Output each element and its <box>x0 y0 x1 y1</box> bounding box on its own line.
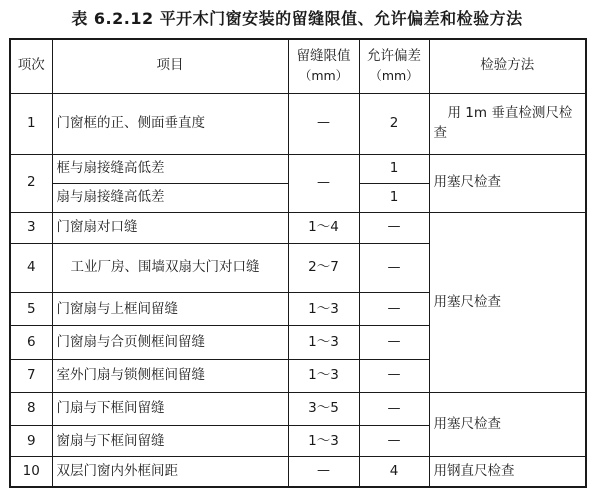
row-gap: — <box>288 93 359 154</box>
row-tolerance: — <box>359 326 429 359</box>
row-gap: 1～3 <box>288 326 359 359</box>
row-method: 用钢直尺检查 <box>429 457 586 487</box>
row-gap: 1～4 <box>288 212 359 243</box>
row-method: 用 1m 垂直检测尺检查 <box>429 93 586 154</box>
row-no: 10 <box>10 457 52 487</box>
row-no: 2 <box>10 154 52 212</box>
row-method: 用塞尺检查 <box>429 212 586 392</box>
header-method: 检验方法 <box>429 39 586 93</box>
row-no: 7 <box>10 359 52 392</box>
row-no: 8 <box>10 392 52 425</box>
row-item: 门窗扇与合页侧框间留缝 <box>52 326 288 359</box>
row-no: 6 <box>10 326 52 359</box>
tolerance-table <box>9 38 587 488</box>
table-caption: 表 6.2.12 平开木门窗安装的留缝限值、允许偏差和检验方法 <box>71 9 523 28</box>
row-no: 9 <box>10 426 52 457</box>
row-tolerance: 1 <box>359 154 429 183</box>
table-row <box>10 93 586 154</box>
row-tolerance: 2 <box>359 93 429 154</box>
row-no: 1 <box>10 93 52 154</box>
row-gap: 1～3 <box>288 426 359 457</box>
row-item: 门窗框的正、侧面垂直度 <box>52 93 288 154</box>
row-tolerance: — <box>359 212 429 243</box>
header-gap-limit <box>288 39 359 93</box>
row-item: 室外门扇与锁侧框间留缝 <box>52 359 288 392</box>
row-item: 门窗扇与上框间留缝 <box>52 293 288 326</box>
header-tolerance-label: 允许偏差 <box>367 48 421 65</box>
row-no: 5 <box>10 293 52 326</box>
header-tolerance <box>359 39 429 93</box>
table-row <box>10 457 586 487</box>
row-gap: 1～3 <box>288 359 359 392</box>
row-tolerance: 1 <box>359 183 429 212</box>
row-tolerance: 4 <box>359 457 429 487</box>
row-item: 工业厂房、围墙双扇大门对口缝 <box>52 243 288 292</box>
row-tolerance: — <box>359 392 429 425</box>
row-gap: — <box>288 154 359 212</box>
row-method: 用塞尺检查 <box>429 392 586 456</box>
row-item: 双层门窗内外框间距 <box>52 457 288 487</box>
row-item: 窗扇与下框间留缝 <box>52 426 288 457</box>
table-row <box>10 154 586 183</box>
header-gap-label: 留缝限值 <box>296 48 351 65</box>
row-tolerance: — <box>359 243 429 292</box>
row-gap: — <box>288 457 359 487</box>
header-gap-unit: （mm） <box>298 67 349 83</box>
table-row <box>10 392 586 425</box>
header-tolerance-unit: （mm） <box>369 67 419 83</box>
row-item: 扇与扇接缝高低差 <box>52 183 288 212</box>
header-row <box>10 39 586 93</box>
header-item: 项目 <box>52 39 288 93</box>
row-tolerance: — <box>359 359 429 392</box>
row-method: 用塞尺检查 <box>429 154 586 212</box>
header-no: 项次 <box>10 39 52 93</box>
row-item: 门窗扇对口缝 <box>52 212 288 243</box>
row-item: 门扇与下框间留缝 <box>52 392 288 425</box>
row-tolerance: — <box>359 293 429 326</box>
row-tolerance: — <box>359 426 429 457</box>
row-no: 4 <box>10 243 52 292</box>
row-gap: 1～3 <box>288 293 359 326</box>
row-no: 3 <box>10 212 52 243</box>
row-item: 框与扇接缝高低差 <box>52 154 288 183</box>
table-row <box>10 212 586 243</box>
row-gap: 2～7 <box>288 243 359 292</box>
row-gap: 3～5 <box>288 392 359 425</box>
